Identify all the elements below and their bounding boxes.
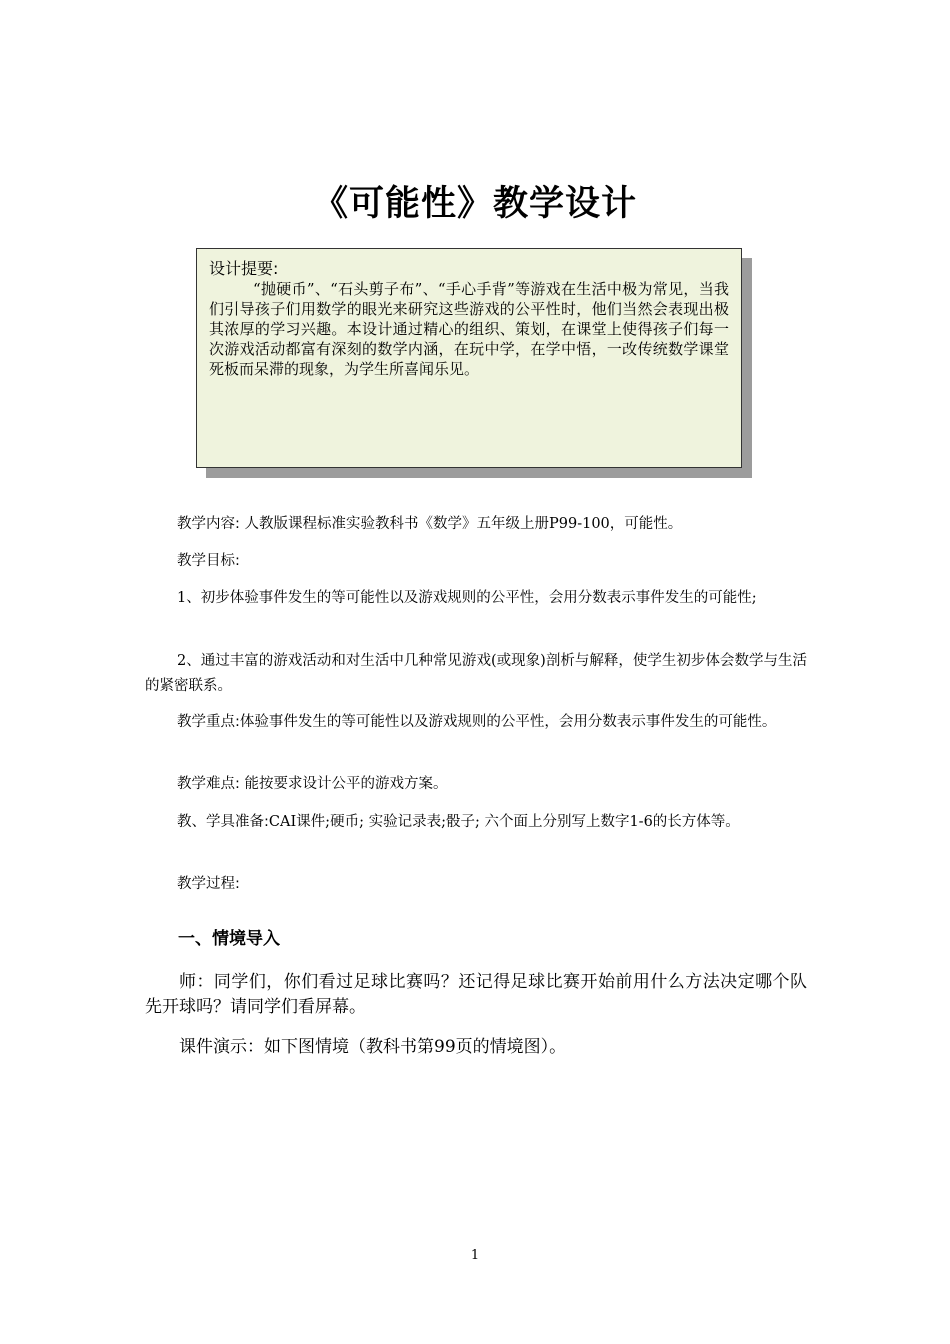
materials-label: 教、学具准备: [177, 814, 269, 830]
teaching-goals-label [145, 549, 807, 574]
key-point-label: 教学重点: [177, 714, 240, 730]
page-number: 1 [470, 1248, 480, 1263]
process-label-text: 教学过程: [177, 876, 240, 892]
teaching-content-label: 教学内容: [177, 516, 240, 532]
difficulty-label: 教学难点: [177, 776, 240, 792]
courseware-demo: 课件演示：如下图情境（教科书第99页的情境图）。 [179, 1037, 567, 1057]
teaching-materials [145, 810, 807, 835]
teaching-difficulty [145, 772, 807, 797]
difficulty-text: 能按要求设计公平的游戏方案。 [244, 776, 448, 792]
design-summary-box [196, 248, 742, 468]
summary-text: “抛硬币”、“石头剪子布”、“手心手背”等游戏在生活中极为常见，当我们引导孩子们用数学的眼光来研究这些游戏的公平性时，他们当然会表现出极其浓厚的学习兴趣。本设计通过精心的组织、策划，在课堂上使得孩子们每一次游戏活动都富有深刻的数学内涵，在玩中学，在学中悟，一改传统数学课堂死板而呆滞的现象，为学生所喜闻乐见。 [209, 280, 729, 378]
key-point-text: 体验事件发生的等可能性以及游戏规则的公平性，会用分数表示事件发生的可能性。 [239, 714, 777, 730]
teaching-process-label [145, 872, 807, 897]
section-heading-intro: 一、情境导入 [178, 929, 280, 949]
teaching-key-point [145, 710, 807, 735]
teaching-content [145, 512, 807, 537]
teaching-goals-label-text: 教学目标: [177, 553, 240, 569]
teaching-goal-1: 1、初步体验事件发生的等可能性以及游戏规则的公平性，会用分数表示事件发生的可能性; [177, 590, 757, 606]
summary-heading: 设计提要: [209, 259, 279, 278]
teaching-goal-2: 2、通过丰富的游戏活动和对生活中几种常见游戏(或现象)剖析与解释，使学生初步体会数学与生活的紧密联系。 [145, 653, 807, 694]
teaching-content-text: 人教版课程标准实验教科书《数学》五年级上册P99-100，可能性。 [244, 516, 683, 532]
teacher-dialogue: 师：同学们，你们看过足球比赛吗？还记得足球比赛开始前用什么方法决定哪个队先开球吗？请同学们看屏幕。 [145, 972, 807, 1017]
document-title: 《可能性》教学设计 [312, 184, 637, 224]
materials-text: CAI课件;硬币; 实验记录表;骰子; 六个面上分别写上数字1-6的长方体等。 [268, 814, 740, 830]
